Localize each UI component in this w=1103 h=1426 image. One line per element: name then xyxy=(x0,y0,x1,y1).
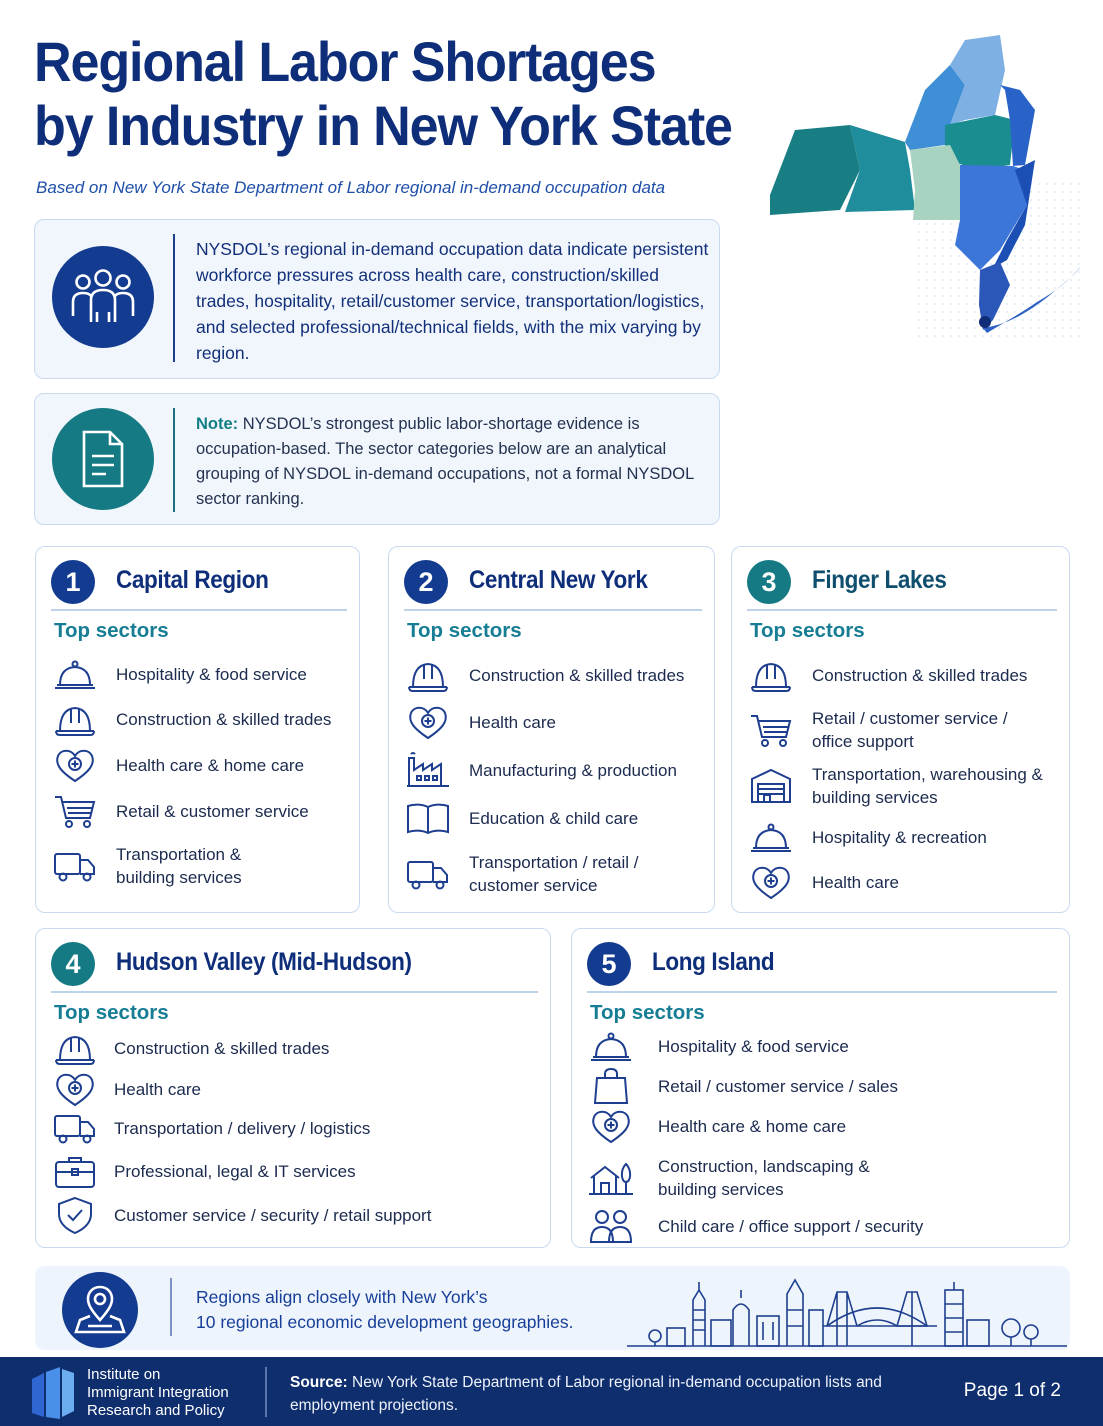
page-title-line1: Regional Labor Shortages xyxy=(34,30,656,93)
city-skyline-illustration xyxy=(627,1270,1067,1350)
region-number-badge: 3 xyxy=(747,560,791,604)
sector-item xyxy=(748,862,1061,902)
sector-label: Health care xyxy=(114,1079,201,1099)
sector-label: Transportation & building services xyxy=(116,845,242,887)
page-subtitle: Based on New York State Department of Labor regional in-demand occupation data xyxy=(36,178,666,197)
shopping-cart-icon xyxy=(748,710,794,750)
institute-name xyxy=(87,1366,229,1420)
institute-logo-icon xyxy=(30,1367,76,1419)
two-people-icon xyxy=(588,1206,634,1246)
sector-item xyxy=(52,791,351,831)
region-number-badge: 1 xyxy=(51,560,95,604)
sector-item xyxy=(588,1206,1061,1246)
sector-label: Construction & skilled trades xyxy=(114,1038,330,1058)
region-number-badge: 2 xyxy=(404,560,448,604)
sector-label: Retail & customer service xyxy=(116,801,309,821)
heart-cross-icon xyxy=(52,1069,98,1109)
new-york-state-map xyxy=(765,30,1085,340)
footer-bar xyxy=(0,1357,1103,1426)
regions-note-line1: Regions align closely with New York’s xyxy=(196,1287,488,1307)
regions-note-band xyxy=(35,1266,1070,1350)
divider xyxy=(173,408,175,512)
heart-cross-icon xyxy=(405,702,451,742)
sector-label: Child care / office support / security xyxy=(658,1216,924,1236)
divider xyxy=(404,609,702,611)
region-card-hudson-valley xyxy=(35,928,551,1248)
map-pin-icon xyxy=(62,1272,138,1348)
warehouse-icon xyxy=(748,766,794,806)
top-sectors-label: Top sectors xyxy=(407,619,522,642)
sector-item xyxy=(405,851,706,897)
document-icon xyxy=(52,408,154,510)
region-number-badge: 5 xyxy=(587,942,631,986)
divider xyxy=(265,1367,267,1417)
sector-label: Transportation / retail / customer service xyxy=(469,853,639,895)
divider xyxy=(747,609,1057,611)
sector-item xyxy=(52,1028,542,1068)
heart-cross-icon xyxy=(52,745,98,785)
hard-hat-icon xyxy=(52,1028,98,1068)
regions-note-text xyxy=(196,1285,573,1335)
page-title-line2: by Industry in New York State xyxy=(34,94,732,157)
heart-cross-icon xyxy=(588,1106,634,1146)
sector-item xyxy=(748,763,1061,809)
sector-label: Hospitality & recreation xyxy=(812,827,987,847)
sector-item xyxy=(748,817,1061,857)
sector-label: Education & child care xyxy=(469,808,639,828)
divider xyxy=(51,991,538,993)
sector-item xyxy=(405,750,706,790)
region-name: Hudson Valley (Mid-Hudson) xyxy=(116,948,412,976)
region-card-long-island xyxy=(571,928,1070,1248)
people-group-icon xyxy=(52,246,154,348)
sector-item xyxy=(748,655,1061,695)
note-text xyxy=(196,412,706,512)
open-book-icon xyxy=(405,798,451,838)
sector-label: Customer service / security / retail support xyxy=(114,1205,432,1225)
note-card xyxy=(34,393,720,525)
divider xyxy=(170,1278,172,1336)
sector-label: Health care xyxy=(469,712,556,732)
sector-label: Health care xyxy=(812,872,899,892)
sector-item xyxy=(405,702,706,742)
sector-label: Transportation, warehousing & building services xyxy=(812,765,1043,807)
source-body: New York State Department of Labor regional in-demand occupation lists and employment projections. xyxy=(290,1374,882,1414)
region-card-finger-lakes xyxy=(731,546,1070,913)
source-label: Source: xyxy=(290,1374,348,1391)
sector-label: Manufacturing & production xyxy=(469,760,677,780)
institute-name-line2: Immigrant Integration xyxy=(87,1384,229,1401)
top-sectors-label: Top sectors xyxy=(750,619,865,642)
sector-label: Construction & skilled trades xyxy=(116,709,332,729)
truck-icon xyxy=(52,1108,98,1148)
sector-label: Retail / customer service / office support xyxy=(812,709,1008,751)
cloche-icon xyxy=(748,817,794,857)
divider xyxy=(587,991,1057,993)
cloche-icon xyxy=(588,1026,634,1066)
source-text xyxy=(290,1371,890,1417)
sector-item xyxy=(52,843,351,889)
sector-label: Construction, landscaping & building services xyxy=(658,1157,870,1199)
region-name: Capital Region xyxy=(116,566,269,594)
region-card-central-new-york xyxy=(388,546,715,913)
sector-label: Construction & skilled trades xyxy=(469,665,685,685)
sector-item xyxy=(588,1066,1061,1106)
truck-icon xyxy=(52,846,98,886)
sector-item xyxy=(52,1069,542,1109)
institute-name-line1: Institute on xyxy=(87,1366,161,1383)
region-name: Finger Lakes xyxy=(812,566,947,594)
sector-item xyxy=(588,1106,1061,1146)
region-number-badge: 4 xyxy=(51,942,95,986)
region-name: Central New York xyxy=(469,566,648,594)
note-body: NYSDOL’s strongest public labor-shortage evidence is occupation-based. The sector categories below are an analytical grouping of NYSDOL in-demand occupations, not a formal NYSDOL sector ranking. xyxy=(196,415,694,508)
sector-item xyxy=(52,1195,542,1235)
sector-label: Transportation / delivery / logistics xyxy=(114,1118,371,1138)
hard-hat-icon xyxy=(405,655,451,695)
region-card-capital-region xyxy=(35,546,360,913)
sector-item xyxy=(588,1155,1061,1201)
house-tree-icon xyxy=(588,1158,634,1198)
factory-icon xyxy=(405,750,451,790)
page-title xyxy=(34,30,741,158)
region-name: Long Island xyxy=(652,948,775,976)
divider xyxy=(173,234,175,362)
sector-item xyxy=(52,654,351,694)
sector-item xyxy=(405,655,706,695)
sector-label: Professional, legal & IT services xyxy=(114,1161,356,1181)
top-sectors-label: Top sectors xyxy=(54,1001,169,1024)
sector-label: Health care & home care xyxy=(116,755,305,775)
sector-item xyxy=(52,699,351,739)
shield-check-icon xyxy=(52,1195,98,1235)
cloche-icon xyxy=(52,654,98,694)
sector-label: Construction & skilled trades xyxy=(812,665,1028,685)
sector-item xyxy=(405,798,706,838)
hard-hat-icon xyxy=(52,699,98,739)
shopping-bag-icon xyxy=(588,1066,634,1106)
briefcase-icon xyxy=(52,1151,98,1191)
truck-icon xyxy=(405,854,451,894)
sector-label: Health care & home care xyxy=(658,1116,847,1136)
intro-text: NYSDOL’s regional in-demand occupation data indicate persistent workforce pressures across health care, construction/skilled trades, hospitality, retail/customer service, transportation/logistics, and selected professional/technical fields, with the mix varying by region. xyxy=(196,239,709,363)
top-sectors-label: Top sectors xyxy=(54,619,169,642)
sector-label: Hospitality & food service xyxy=(116,664,307,684)
sector-label: Retail / customer service / sales xyxy=(658,1076,898,1096)
shopping-cart-icon xyxy=(52,791,98,831)
hard-hat-icon xyxy=(748,655,794,695)
divider xyxy=(51,609,347,611)
sector-item xyxy=(52,1151,542,1191)
sector-item xyxy=(52,1108,542,1148)
intro-card xyxy=(34,219,720,379)
sector-item xyxy=(52,745,351,785)
note-label: Note: xyxy=(196,415,239,433)
top-sectors-label: Top sectors xyxy=(590,1001,705,1024)
regions-note-line2: 10 regional economic development geographies. xyxy=(196,1312,574,1332)
heart-cross-icon xyxy=(748,862,794,902)
sector-item xyxy=(748,707,1061,753)
page-number: Page 1 of 2 xyxy=(963,1380,1061,1401)
institute-name-line3: Research and Policy xyxy=(87,1402,225,1419)
sector-item xyxy=(588,1026,1061,1066)
sector-label: Hospitality & food service xyxy=(658,1036,849,1056)
